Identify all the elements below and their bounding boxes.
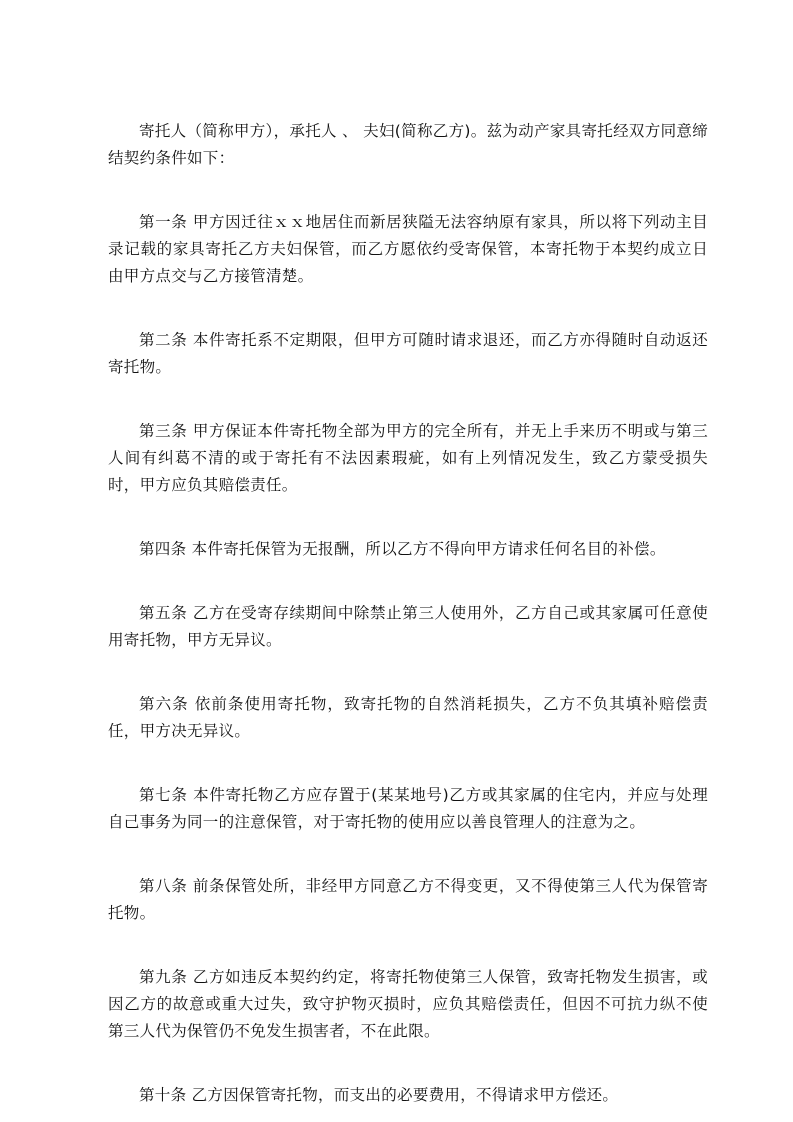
document-body (108, 118, 708, 1109)
article-10-paragraph: 第十条 乙方因保管寄托物，而支出的必要费用，不得请求甲方偿还。 (139, 1086, 619, 1104)
article-6-paragraph: 第六条 依前条使用寄托物，致寄托物的自然消耗损失，乙方不负其填补赔偿责任，甲方决无异议。 (108, 695, 708, 740)
article-4-paragraph: 第四条 本件寄托保管为无报酬，所以乙方不得向甲方请求任何名目的补偿。 (139, 540, 666, 558)
article-7-paragraph: 第七条 本件寄托物乙方应存置于(某某地号)乙方或其家属的住宅内，并应与处理自己事务为同一的注意保管，对于寄托物的使用应以善良管理人的注意为之。 (108, 786, 708, 831)
article-1-paragraph: 第一条 甲方因迁往ｘｘ地居住而新居狭隘无法容纳原有家具，所以将下列动主目录记载的家具寄托乙方夫妇保管，而乙方愿依约受寄保管，本寄托物于本契约成立日由甲方点交与乙方接管清楚。 (108, 213, 708, 285)
article-9-paragraph: 第九条 乙方如违反本契约约定，将寄托物使第三人保管，致寄托物发生损害，或因乙方的故意或重大过失，致守护物灭损时，应负其赔偿责任，但因不可抗力纵不使第三人代为保管仍不免发生损害者，不在此限。 (108, 968, 708, 1040)
article-3-paragraph: 第三条 甲方保证本件寄托物全部为甲方的完全所有，并无上手来历不明或与第三人间有纠葛不清的或于寄托有不法因素瑕疵，如有上列情况发生，致乙方蒙受损失时，甲方应负其赔偿责任。 (108, 422, 708, 494)
article-5-paragraph: 第五条 乙方在受寄存续期间中除禁止第三人使用外，乙方自己或其家属可任意使用寄托物，甲方无异议。 (108, 604, 708, 649)
article-8-paragraph: 第八条 前条保管处所，非经甲方同意乙方不得变更，又不得使第三人代为保管寄托物。 (108, 877, 708, 922)
article-2-paragraph: 第二条 本件寄托系不定期限，但甲方可随时请求退还，而乙方亦得随时自动返还寄托物。 (108, 331, 708, 376)
preamble-paragraph: 寄托人（简称甲方），承托人 、 夫妇(简称乙方)。兹为动产家具寄托经双方同意缔结契约条件如下： (108, 122, 708, 167)
